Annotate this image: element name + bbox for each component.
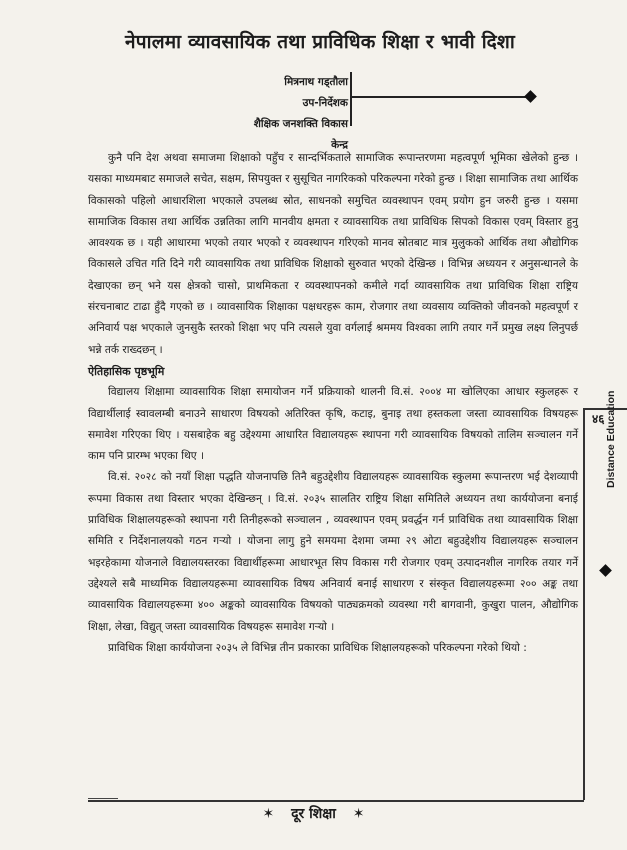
side-vertical-rule <box>583 408 585 800</box>
side-diamond-icon <box>599 564 612 577</box>
intro-paragraph: कुनै पनि देश अथवा समाजमा शिक्षाको पहुँच र सान्दर्भिकताले सामाजिक रूपान्तरणमा महत्वपूर्ण भूमिका खेलेको हुन्छ । यसका माध्यमबाट समाजले सचेत, सक्षम, सिपयुक्त र सुसूचित नागरिकको परिकल्पना गरेको हुन्छ । शिक्षा सामाजिक तथा आर्थिक विकासको पहिलो आधारशिला भएकाले उपलब्ध स्रोत, साधनको समुचित व्यवस्थापन एवम् प्रयोग हुन जरुरी हुन्छ । यसमा सामाजिक विकास तथा आर्थिक उन्नतिका लागि मानवीय क्षमता र व्यावसायिक तथा प्राविधिक सिपको विकास एवम् विस्तार हुनु आवश्यक छ । यही आधारमा भएको तयार भएको र व्यवस्थापन गरिएको मानव स्रोतबाट मात्र मुलुकको आर्थिक तथा औद्योगिक विकासले उचित गति दिने गरी व्यावसायिक तथा प्राविधिक शिक्षाको सुरुवात भएको देखिन्छ । विभिन्न अध्ययन र अनुसन्धानले के देखाएका छन् भने यस क्षेत्रको चासो, प्राथमिकता र व्यवस्थापनको कमीले गर्दा व्यावसायिक तथा प्राविधिक शिक्षा राष्ट्रिय संरचनाबाट टाढा हुँदै गएको छ । व्यावसायिक शिक्षाका पक्षधरहरू काम, रोजगार तथा व्यवसाय व्यक्तिको जीवनको महत्वपूर्ण र अनिवार्य पक्ष भएकाले जुनसुकै स्तरको शिक्षा भए पनि त्यसले युवा वर्गलाई श्रममय विश्वका लागि तयार गर्ने प्रमुख लक्ष्य लिनुपर्छ भन्ने तर्क राख्दछन् । <box>88 152 578 356</box>
footer <box>0 804 627 823</box>
footnote-rule <box>88 798 118 799</box>
author-horizontal-rule <box>350 96 530 98</box>
section-paragraph-2: वि.सं. २०२८ को नयाँ शिक्षा पद्धति योजनापछि तिनै बहुउद्देशीय विद्यालयहरू व्यावसायिक स्कुलमा रूपान्तरण भई देशव्यापी रूपमा विकास तथा विस्तार भएका देखिन्छन् । वि.सं. २०३५ सालतिर राष्ट्रिय शिक्षा समितिले अध्ययन तथा कार्ययोजना बनाई प्राविधिक शिक्षालयहरूको स्थापना गरी तिनीहरूको सञ्चालन , व्यवस्थापन एवम् प्रवर्द्धन गर्न प्राविधिक तथा व्यावसायिक शिक्षा समिति र निर्देशनालयको गठन गऱ्यो । योजना लागु हुने समयमा देशमा जम्मा २९ ओटा बहुउद्देशीय विद्यालयहरू सञ्चालन भइरहेकामा योजनाले विद्यालयस्तरका विद्यार्थीहरूमा आधारभूत सिप विकास गरी रोजगार एवम् उत्पादनशील नागरिक तयार गर्ने उद्देश्यले सबै माध्यमिक विद्यालयहरूमा व्यावसायिक विषय अनिवार्य बनाई साधारण र संस्कृत विद्यालयहरूमा २०० अङ्क तथा व्यावसायिक विद्यालयहरूमा ४०० अङ्कको व्यावसायिक विषयको पाठ्यक्रमको व्यवस्था गरी बागवानी, कुखुरा पालन, औद्योगिक शिक्षा, लेखा, विद्युत् जस्ता व्यावसायिक विषयहरू समावेश गऱ्यो । <box>88 471 578 633</box>
author-block <box>250 72 348 156</box>
section-paragraph-1: विद्यालय शिक्षामा व्यावसायिक शिक्षा समायोजन गर्ने प्रक्रियाको थालनी वि.सं. २००४ मा खोलिएका आधार स्कुलहरू र विद्यार्थीलाई स्वावलम्बी बनाउने साधारण विषयको अतिरिक्त कृषि, कटाइ, बुनाइ तथा हस्तकला जस्ता व्यावसायिक विषयहरू समावेश गरिएका थिए । यसबाहेक बहु उद्देश्यमा आधारित विद्यालयहरू स्थापना गरी व्यावसायिक विषयको तालिम सञ्चालन गर्ने काम पनि प्रारम्भ भएका थिए । <box>88 386 578 463</box>
bottom-rule <box>88 800 584 802</box>
author-vertical-rule <box>350 72 352 126</box>
author-organization: शैक्षिक जनशक्ति विकास केन्द्र <box>253 118 348 151</box>
page-number: ४६ <box>592 412 605 426</box>
star-icon: ✶ <box>352 806 365 822</box>
author-designation: उप-निर्देशक <box>302 97 348 109</box>
article-title: नेपालमा व्यावसायिक तथा प्राविधिक शिक्षा र भावी दिशा <box>125 31 515 53</box>
star-icon: ✶ <box>262 806 275 822</box>
author-name: मित्रनाथ गड्तौला <box>284 76 348 88</box>
article-body <box>88 148 578 659</box>
side-label-distance-education: Distance Education <box>605 390 617 488</box>
diamond-icon <box>524 90 537 103</box>
section-paragraph-3: प्राविधिक शिक्षा कार्ययोजना २०३५ ले विभिन्न तीन प्रकारका प्राविधिक शिक्षालयहरूको परिकल्पना गरेको थियो : <box>108 641 527 654</box>
section-heading: ऐतिहासिक पृष्ठभूमि <box>88 364 165 378</box>
footer-title: दूर शिक्षा <box>291 806 336 822</box>
